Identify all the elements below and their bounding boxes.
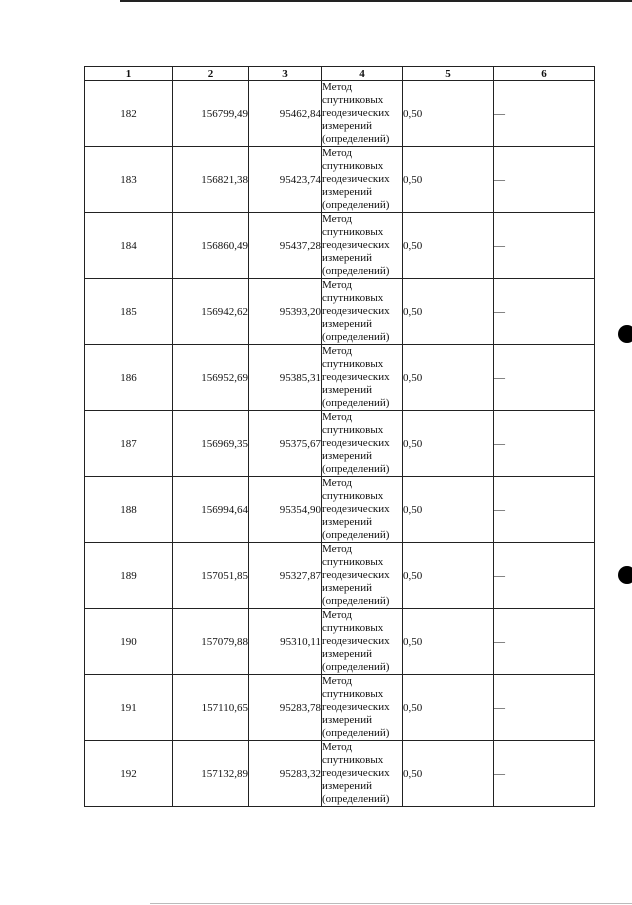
coordinate-y: 95393,20 xyxy=(249,279,322,345)
accuracy-cell: 0,50 xyxy=(403,477,494,543)
coordinate-x: 156952,69 xyxy=(173,345,249,411)
point-number: 189 xyxy=(85,543,173,609)
point-number: 182 xyxy=(85,81,173,147)
accuracy-cell: 0,50 xyxy=(403,543,494,609)
punch-hole-mark xyxy=(618,566,632,584)
coordinate-y: 95437,28 xyxy=(249,213,322,279)
accuracy-cell: 0,50 xyxy=(403,81,494,147)
coordinate-x: 156821,38 xyxy=(173,147,249,213)
table-row xyxy=(85,213,595,279)
note-cell: — xyxy=(494,411,595,477)
note-cell: — xyxy=(494,477,595,543)
point-number: 184 xyxy=(85,213,173,279)
header-col-4: 4 xyxy=(322,67,403,81)
method-cell: Метод спутниковых геодезических измерений (определений) xyxy=(322,213,403,279)
method-cell: Метод спутниковых геодезических измерений (определений) xyxy=(322,147,403,213)
table-row xyxy=(85,609,595,675)
point-number: 185 xyxy=(85,279,173,345)
coordinate-x: 156969,35 xyxy=(173,411,249,477)
coordinate-x: 157110,65 xyxy=(173,675,249,741)
note-cell: — xyxy=(494,741,595,807)
method-cell: Метод спутниковых геодезических измерений (определений) xyxy=(322,411,403,477)
point-number: 183 xyxy=(85,147,173,213)
accuracy-cell: 0,50 xyxy=(403,411,494,477)
coordinate-y: 95354,90 xyxy=(249,477,322,543)
table-row xyxy=(85,411,595,477)
table-row xyxy=(85,741,595,807)
header-col-6: 6 xyxy=(494,67,595,81)
point-number: 191 xyxy=(85,675,173,741)
header-col-1: 1 xyxy=(85,67,173,81)
note-cell: — xyxy=(494,279,595,345)
table-row xyxy=(85,543,595,609)
accuracy-cell: 0,50 xyxy=(403,741,494,807)
coordinate-x: 156942,62 xyxy=(173,279,249,345)
coordinate-y: 95283,32 xyxy=(249,741,322,807)
point-number: 190 xyxy=(85,609,173,675)
coordinates-table xyxy=(84,66,595,807)
coordinate-x: 157051,85 xyxy=(173,543,249,609)
header-col-5: 5 xyxy=(403,67,494,81)
point-number: 187 xyxy=(85,411,173,477)
header-row xyxy=(85,67,595,81)
point-number: 186 xyxy=(85,345,173,411)
note-cell: — xyxy=(494,81,595,147)
note-cell: — xyxy=(494,147,595,213)
method-cell: Метод спутниковых геодезических измерений (определений) xyxy=(322,81,403,147)
method-cell: Метод спутниковых геодезических измерений (определений) xyxy=(322,345,403,411)
scan-bottom-edge xyxy=(150,903,632,904)
note-cell: — xyxy=(494,609,595,675)
accuracy-cell: 0,50 xyxy=(403,609,494,675)
coordinate-x: 157132,89 xyxy=(173,741,249,807)
accuracy-cell: 0,50 xyxy=(403,675,494,741)
accuracy-cell: 0,50 xyxy=(403,147,494,213)
table-row xyxy=(85,477,595,543)
coordinate-x: 156994,64 xyxy=(173,477,249,543)
method-cell: Метод спутниковых геодезических измерений (определений) xyxy=(322,543,403,609)
table-row xyxy=(85,279,595,345)
table-row xyxy=(85,81,595,147)
note-cell: — xyxy=(494,345,595,411)
note-cell: — xyxy=(494,213,595,279)
coordinate-x: 157079,88 xyxy=(173,609,249,675)
table-row xyxy=(85,675,595,741)
coordinate-y: 95385,31 xyxy=(249,345,322,411)
coordinate-y: 95283,78 xyxy=(249,675,322,741)
note-cell: — xyxy=(494,543,595,609)
accuracy-cell: 0,50 xyxy=(403,345,494,411)
header-col-2: 2 xyxy=(173,67,249,81)
coordinate-y: 95423,74 xyxy=(249,147,322,213)
method-cell: Метод спутниковых геодезических измерений (определений) xyxy=(322,675,403,741)
scan-top-edge xyxy=(120,0,632,2)
method-cell: Метод спутниковых геодезических измерений (определений) xyxy=(322,609,403,675)
coordinate-x: 156860,49 xyxy=(173,213,249,279)
coordinate-y: 95310,11 xyxy=(249,609,322,675)
method-cell: Метод спутниковых геодезических измерений (определений) xyxy=(322,477,403,543)
accuracy-cell: 0,50 xyxy=(403,213,494,279)
table-row xyxy=(85,345,595,411)
method-cell: Метод спутниковых геодезических измерений (определений) xyxy=(322,279,403,345)
point-number: 188 xyxy=(85,477,173,543)
accuracy-cell: 0,50 xyxy=(403,279,494,345)
method-cell: Метод спутниковых геодезических измерений (определений) xyxy=(322,741,403,807)
coordinate-y: 95462,84 xyxy=(249,81,322,147)
punch-hole-mark xyxy=(618,325,632,343)
coordinate-y: 95327,87 xyxy=(249,543,322,609)
coordinate-x: 156799,49 xyxy=(173,81,249,147)
header-col-3: 3 xyxy=(249,67,322,81)
coordinate-y: 95375,67 xyxy=(249,411,322,477)
note-cell: — xyxy=(494,675,595,741)
table-row xyxy=(85,147,595,213)
point-number: 192 xyxy=(85,741,173,807)
